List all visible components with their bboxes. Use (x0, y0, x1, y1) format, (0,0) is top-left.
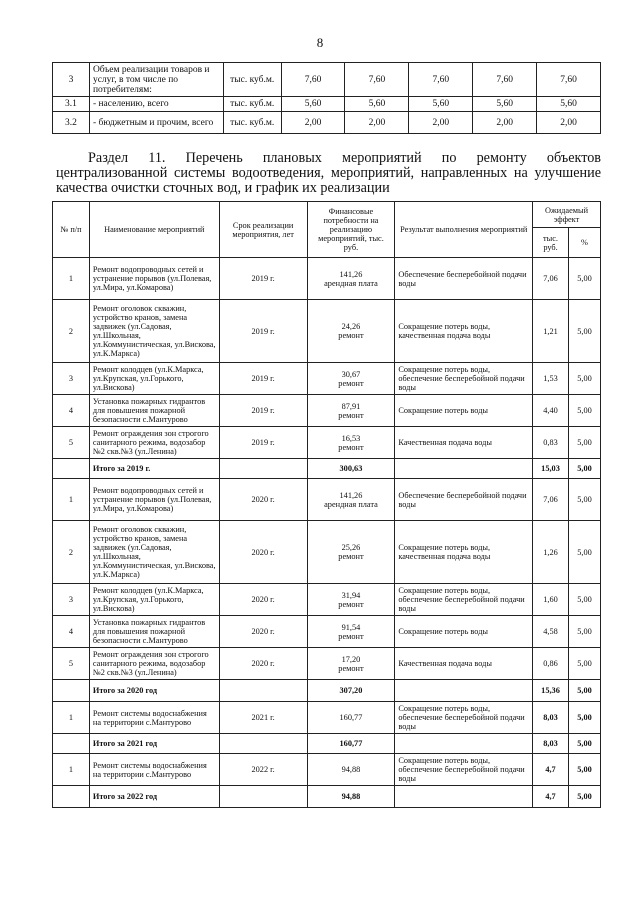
row-num: 1 (53, 702, 90, 734)
total-row (53, 734, 601, 754)
measures-table (52, 201, 601, 808)
table-row (53, 395, 601, 427)
header-num: № п/п (53, 202, 90, 258)
table-row (53, 479, 601, 521)
row-result: Сокращение потерь воды, качественная подача воды (395, 300, 533, 363)
row-finance-value: 94,88 (341, 765, 361, 774)
volume-row-name: Объем реализации товаров и услуг, в том числе по потребителям: (89, 63, 223, 97)
row-term: 2019 г. (219, 427, 307, 459)
row-result: Сокращение потерь воды, обеспечение бесперебойной подачи воды (395, 363, 533, 395)
total-effect-rub: 15,03 (533, 459, 569, 479)
row-num: 2 (53, 521, 90, 584)
row-finance-value: 31,94 (341, 590, 361, 600)
volume-row-value: 2,00 (537, 112, 601, 134)
volume-row-unit: тыс. куб.м. (223, 112, 281, 134)
row-finance (307, 479, 395, 521)
row-name: Ремонт оголовок скважин, устройство кранов, замена задвижек (ул.Садовая, ул.Школьная, ул.Коммунистическая, ул.Вискова, ул.К.Маркса) (89, 521, 219, 584)
volume-table (52, 62, 601, 134)
row-finance-note: ремонт (338, 378, 364, 388)
total-effect-rub: 8,03 (533, 734, 569, 754)
row-finance (307, 584, 395, 616)
row-finance-note: ремонт (338, 599, 364, 609)
row-term: 2022 г. (219, 754, 307, 786)
row-num: 4 (53, 616, 90, 648)
total-row (53, 680, 601, 702)
row-effect-pct: 5,00 (568, 479, 600, 521)
page-number: 8 (316, 35, 324, 50)
volume-row (53, 112, 601, 134)
row-finance (307, 702, 395, 734)
row-finance (307, 754, 395, 786)
volume-row-num: 3 (53, 63, 90, 97)
volume-row-value: 5,60 (473, 97, 537, 112)
row-num: 1 (53, 479, 90, 521)
row-finance (307, 616, 395, 648)
table-row (53, 300, 601, 363)
row-finance (307, 427, 395, 459)
row-effect-rub: 7,06 (533, 479, 569, 521)
table-row (53, 427, 601, 459)
volume-row-unit: тыс. куб.м. (223, 97, 281, 112)
total-num (53, 459, 90, 479)
row-name: Ремонт системы водоснабжения на территории с.Мантурово (89, 702, 219, 734)
row-finance-value: 30,67 (341, 369, 361, 379)
volume-row-value: 5,60 (537, 97, 601, 112)
row-finance-note: ремонт (338, 410, 364, 420)
table-row (53, 754, 601, 786)
volume-row-unit: тыс. куб.м. (223, 63, 281, 97)
row-effect-rub: 1,26 (533, 521, 569, 584)
row-finance-value: 24,26 (341, 322, 361, 331)
volume-row-value: 7,60 (409, 63, 473, 97)
total-effect-pct: 5,00 (568, 680, 600, 702)
row-effect-rub: 4,40 (533, 395, 569, 427)
row-finance (307, 300, 395, 363)
volume-row-value: 5,60 (409, 97, 473, 112)
total-effect-rub: 4,7 (533, 786, 569, 808)
table-row (53, 584, 601, 616)
row-effect-pct: 5,00 (568, 300, 600, 363)
row-num: 1 (53, 258, 90, 300)
row-finance-value: 141,26 (339, 490, 363, 500)
section-heading-line-1: Раздел 11. Перечень плановых мероприятий по ремонту объектов (88, 150, 601, 166)
section-heading-line-2: централизованной системы водоотведения, мероприятий, направленных на улучшение (56, 165, 601, 181)
table-row (53, 258, 601, 300)
volume-row-value: 7,60 (473, 63, 537, 97)
row-effect-pct: 5,00 (568, 521, 600, 584)
row-finance-value: 160,77 (339, 713, 363, 722)
row-effect-pct: 5,00 (568, 427, 600, 459)
total-result (395, 786, 533, 808)
row-effect-pct: 5,00 (568, 616, 600, 648)
row-term: 2020 г. (219, 521, 307, 584)
total-num (53, 734, 90, 754)
row-effect-rub: 4,58 (533, 616, 569, 648)
total-label: Итого за 2022 год (89, 786, 219, 808)
header-term: Срок реализации мероприятия, лет (219, 202, 307, 258)
table-row (53, 521, 601, 584)
row-finance-note: ремонт (338, 631, 364, 641)
row-finance-value: 25,26 (341, 543, 361, 552)
row-effect-pct: 5,00 (568, 363, 600, 395)
row-term: 2019 г. (219, 300, 307, 363)
row-result: Сокращение потерь воды, качественная подача воды (395, 521, 533, 584)
row-name: Ремонт колодцев (ул.К.Маркса, ул.Крупская, ул.Горького, ул.Вискова) (89, 363, 219, 395)
total-result (395, 459, 533, 479)
total-finance: 160,77 (307, 734, 395, 754)
header-effect: Ожидаемый эффект (533, 202, 601, 228)
row-finance-value: 16,53 (341, 433, 361, 443)
table-row (53, 363, 601, 395)
row-result: Сокращение потерь воды, обеспечение бесперебойной подачи воды (395, 754, 533, 786)
volume-row-value: 2,00 (409, 112, 473, 134)
row-effect-pct: 5,00 (568, 395, 600, 427)
row-result: Обеспечение бесперебойной подачи воды (395, 479, 533, 521)
row-name: Ремонт колодцев (ул.К.Маркса, ул.Крупская, ул.Горького, ул.Вискова) (89, 584, 219, 616)
row-finance (307, 521, 395, 584)
row-result: Сокращение потерь воды, обеспечение бесперебойной подачи воды (395, 584, 533, 616)
total-row (53, 786, 601, 808)
row-finance-value: 87,91 (341, 401, 361, 411)
row-name: Ремонт системы водоснабжения на территории с.Мантурово (89, 754, 219, 786)
row-result: Сокращение потерь воды (395, 395, 533, 427)
total-term (219, 459, 307, 479)
total-label: Итого за 2020 год (89, 680, 219, 702)
total-num (53, 786, 90, 808)
row-result: Качественная подача воды (395, 427, 533, 459)
volume-row-value: 2,00 (473, 112, 537, 134)
row-num: 5 (53, 648, 90, 680)
row-effect-rub: 4,7 (533, 754, 569, 786)
row-finance-note: ремонт (338, 663, 364, 673)
volume-row-value: 2,00 (281, 112, 345, 134)
volume-row-value: 7,60 (537, 63, 601, 97)
section-heading (56, 150, 601, 196)
row-name: Ремонт оголовок скважин, устройство кранов, замена задвижек (ул.Садовая, ул.Школьная, ул.Коммунистическая, ул.Вискова, ул.К.Маркса) (89, 300, 219, 363)
row-num: 5 (53, 427, 90, 459)
header-name: Наименование мероприятий (89, 202, 219, 258)
volume-row-value: 7,60 (281, 63, 345, 97)
total-finance: 307,20 (307, 680, 395, 702)
row-term: 2019 г. (219, 258, 307, 300)
total-finance: 94,88 (307, 786, 395, 808)
row-result: Обеспечение бесперебойной подачи воды (395, 258, 533, 300)
total-result (395, 680, 533, 702)
row-finance-value: 91,54 (341, 622, 361, 632)
volume-row-name: - бюджетным и прочим, всего (89, 112, 223, 134)
total-label: Итого за 2019 г. (89, 459, 219, 479)
row-result: Сокращение потерь воды, обеспечение бесперебойной подачи воды (395, 702, 533, 734)
total-effect-pct: 5,00 (568, 459, 600, 479)
volume-row-name: - населению, всего (89, 97, 223, 112)
row-effect-pct: 5,00 (568, 754, 600, 786)
row-finance-note: арендная плата (324, 499, 378, 509)
total-label: Итого за 2021 год (89, 734, 219, 754)
row-finance (307, 648, 395, 680)
row-term: 2019 г. (219, 363, 307, 395)
row-finance-note: ремонт (338, 552, 364, 561)
row-effect-rub: 1,60 (533, 584, 569, 616)
volume-row-num: 3.1 (53, 97, 90, 112)
total-row (53, 459, 601, 479)
row-finance-value: 141,26 (339, 269, 363, 279)
row-finance (307, 395, 395, 427)
total-finance: 300,63 (307, 459, 395, 479)
header-effect-rub: тыс. руб. (533, 228, 569, 258)
volume-row (53, 63, 601, 97)
row-finance-note: арендная плата (324, 278, 378, 288)
row-name: Ремонт ограждения зон строгого санитарного режима, водозабор №2 скв.№3 (ул.Ленина) (89, 648, 219, 680)
row-effect-rub: 0,86 (533, 648, 569, 680)
row-name: Ремонт водопроводных сетей и устранение порывов (ул.Полевая, ул.Мира, ул.Комарова) (89, 479, 219, 521)
row-term: 2020 г. (219, 616, 307, 648)
row-name: Ремонт ограждения зон строгого санитарного режима, водозабор №2 скв.№3 (ул.Ленина) (89, 427, 219, 459)
volume-row-value: 5,60 (345, 97, 409, 112)
header-result: Результат выполнения мероприятий (395, 202, 533, 258)
header-finance: Финансовые потребности на реализацию мероприятий, тыс. руб. (307, 202, 395, 258)
row-result: Сокращение потерь воды (395, 616, 533, 648)
row-term: 2021 г. (219, 702, 307, 734)
row-effect-pct: 5,00 (568, 258, 600, 300)
total-term (219, 786, 307, 808)
total-result (395, 734, 533, 754)
row-name: Ремонт водопроводных сетей и устранение порывов (ул.Полевая, ул.Мира, ул.Комарова) (89, 258, 219, 300)
row-effect-rub: 1,53 (533, 363, 569, 395)
row-effect-pct: 5,00 (568, 702, 600, 734)
row-name: Установка пожарных гидрантов для повышения пожарной безопасности с.Мантурово (89, 616, 219, 648)
total-term (219, 734, 307, 754)
row-effect-rub: 1,21 (533, 300, 569, 363)
row-result: Качественная подача воды (395, 648, 533, 680)
total-effect-rub: 15,36 (533, 680, 569, 702)
row-finance (307, 258, 395, 300)
row-effect-pct: 5,00 (568, 648, 600, 680)
total-effect-pct: 5,00 (568, 786, 600, 808)
row-finance-value: 17,20 (341, 654, 361, 664)
row-finance-note: ремонт (338, 331, 364, 340)
row-num: 4 (53, 395, 90, 427)
header-effect-pct: % (568, 228, 600, 258)
row-term: 2019 г. (219, 395, 307, 427)
volume-row (53, 97, 601, 112)
row-num: 3 (53, 363, 90, 395)
table-row (53, 702, 601, 734)
total-effect-pct: 5,00 (568, 734, 600, 754)
table-row (53, 616, 601, 648)
table-row (53, 648, 601, 680)
total-term (219, 680, 307, 702)
section-heading-line-3: качества очистки сточных вод, и график их реализации (56, 180, 390, 196)
row-term: 2020 г. (219, 648, 307, 680)
volume-row-value: 7,60 (345, 63, 409, 97)
row-effect-rub: 8,03 (533, 702, 569, 734)
row-finance-note: ремонт (338, 442, 364, 452)
row-finance (307, 363, 395, 395)
row-num: 3 (53, 584, 90, 616)
row-term: 2020 г. (219, 479, 307, 521)
volume-row-value: 5,60 (281, 97, 345, 112)
row-name: Установка пожарных гидрантов для повышения пожарной безопасности с.Мантурово (89, 395, 219, 427)
row-num: 1 (53, 754, 90, 786)
row-effect-pct: 5,00 (568, 584, 600, 616)
total-num (53, 680, 90, 702)
volume-row-value: 2,00 (345, 112, 409, 134)
row-effect-rub: 0,83 (533, 427, 569, 459)
row-num: 2 (53, 300, 90, 363)
row-term: 2020 г. (219, 584, 307, 616)
row-effect-rub: 7,06 (533, 258, 569, 300)
volume-row-num: 3.2 (53, 112, 90, 134)
